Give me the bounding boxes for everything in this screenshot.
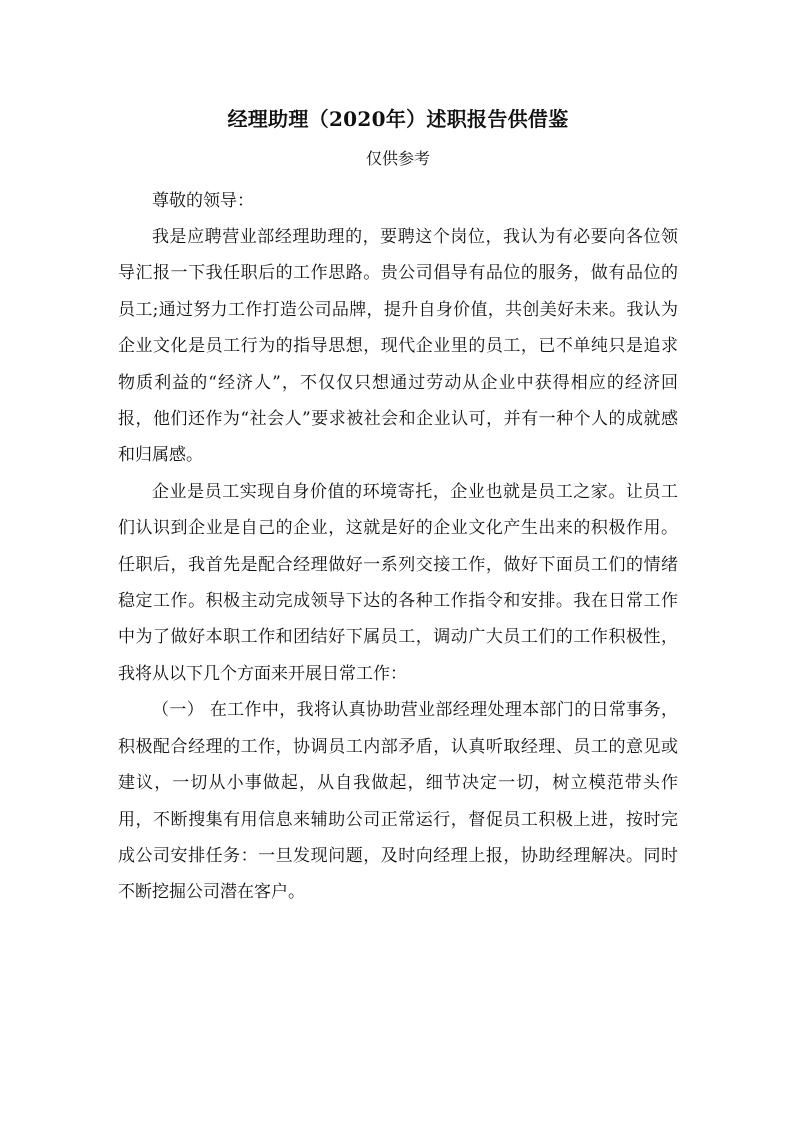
paragraph: 我是应聘营业部经理助理的，要聘这个岗位，我认为有必要向各位领导汇报一下我任职后的工作思路。贵公司倡导有品位的服务，做有品位的员工;通过努力工作打造公司品牌，提升自身价值，共创美好未来。我认为企业文化是员工行为的指导思想，现代企业里的员工，已不单纯只是追求物质利益的“经济人”，不仅仅只想通过劳动从企业中获得相应的经济回报，他们还作为“社会人”要求被社会和企业认可，并有一种个人的成就感和归属感。 <box>118 227 678 466</box>
document-body <box>118 103 678 911</box>
paragraph: （一） 在工作中，我将认真协助营业部经理处理本部门的日常事务，积极配合经理的工作，协调员工内部矛盾，认真听取经理、员工的意见或建议，一切从小事做起，从自我做起，细节决定一切，树立模范带头作用，不断搜集有用信息来辅助公司正常运行，督促员工积极上进，按时完成公司安排任务：一旦发现问题，及时向经理上报，协助经理解决。同时不断挖掘公司潜在客户。 <box>118 700 678 903</box>
paragraph: 企业是员工实现自身价值的环境寄托，企业也就是员工之家。让员工们认识到企业是自己的企业，这就是好的企业文化产生出来的积极作用。任职后，我首先是配合经理做好一系列交接工作，做好下面员工们的情绪稳定工作。积极主动完成领导下达的各种工作指令和安排。我在日常工作中为了做好本职工作和团结好下属员工，调动广大员工们的工作积极性，我将从以下几个方面来开展日常工作： <box>118 481 678 684</box>
salutation: 尊敬的领导： <box>152 191 254 211</box>
document-title: 经理助理（2020年）述职报告供借鉴 <box>227 107 569 131</box>
document-subtitle: 仅供参考 <box>365 149 430 168</box>
